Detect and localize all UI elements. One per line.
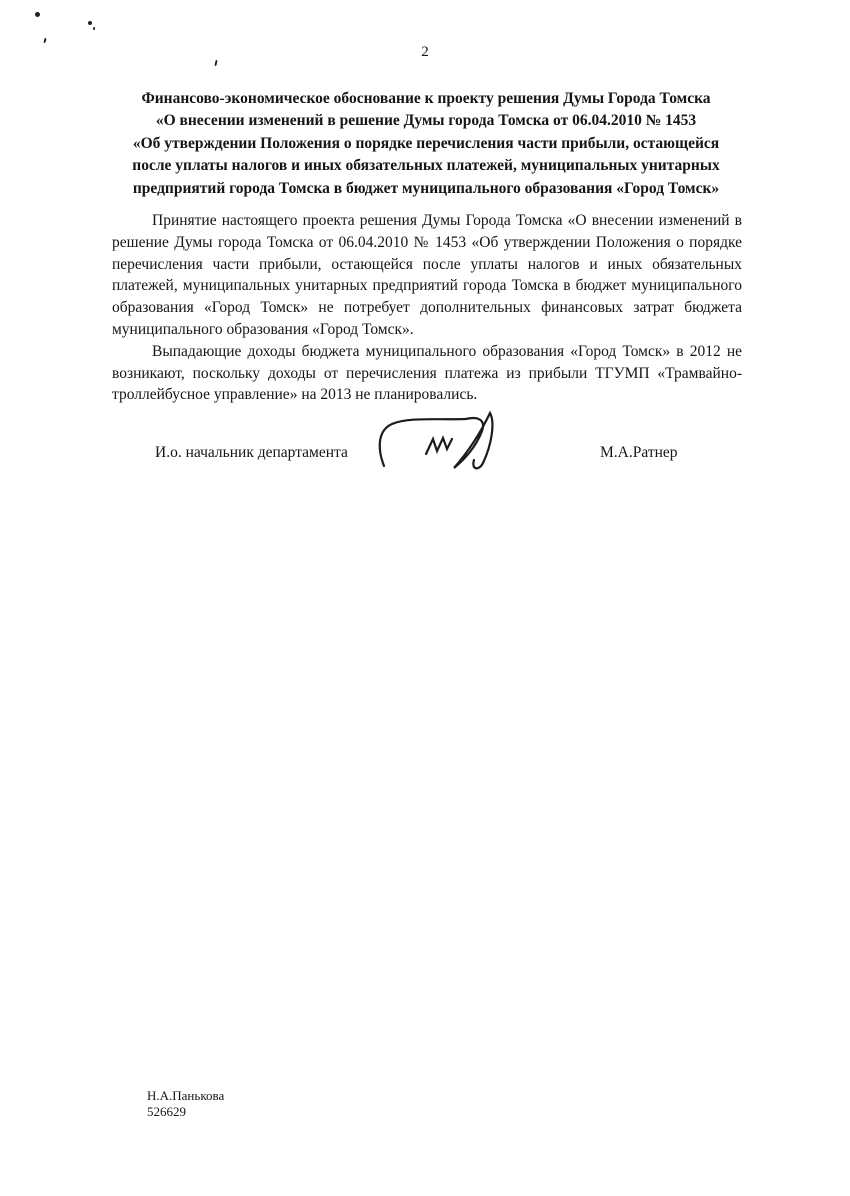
title-line: после уплаты налогов и иных обязательных платежей, муниципальных унитарных: [132, 157, 720, 175]
title-line: «Об утверждении Положения о порядке перечисления части прибыли, остающейся: [132, 134, 720, 152]
title-line: Финансово-экономическое обоснование к проекту решения Думы Города Томска: [141, 90, 711, 107]
document-body: [112, 210, 742, 406]
document-title: [110, 88, 742, 200]
body-paragraph: Выпадающие доходы бюджета муниципального образования «Город Томск» в 2012 не возникают, поскольку доходы от перечисления платежа из прибыли ТГУМП «Трамвайно-троллейбусное управление» на 2013 не планировались.: [112, 342, 742, 404]
scan-artifact-dot: [43, 38, 46, 43]
scan-artifact-dot: [35, 12, 40, 17]
page-number: 2: [421, 44, 429, 60]
scan-artifact-dot: [93, 27, 95, 30]
body-paragraph: Принятие настоящего проекта решения Думы Города Томска «О внесении изменений в решение Думы города Томска от 06.04.2010 № 1453 «Об утверждении Положения о порядке перечисления части прибыли, остающейся после уплаты налогов и иных обязательных платежей, муниципальных унитарных предприятий города Томска в бюджет муниципального образования «Город Томск» не потребует дополнительных финансовых затрат бюджета муниципального образования «Город Томск».: [112, 212, 742, 338]
title-line: «О внесении изменений в решение Думы города Томска от 06.04.2010 № 1453: [155, 112, 697, 130]
handwritten-signature-icon: [374, 408, 524, 476]
title-line: предприятий города Томска в бюджет муниципального образования «Город Томск»: [132, 179, 720, 197]
executor-name: Н.А.Панькова: [147, 1088, 225, 1103]
executor-phone: 526629: [147, 1103, 186, 1119]
signatory-name: М.А.Ратнер: [600, 444, 678, 461]
signature-block: [112, 408, 742, 478]
signatory-position-label: И.о. начальник департамента: [155, 444, 348, 461]
scan-artifact-dot: [88, 21, 92, 25]
executor-info: [147, 1088, 224, 1119]
